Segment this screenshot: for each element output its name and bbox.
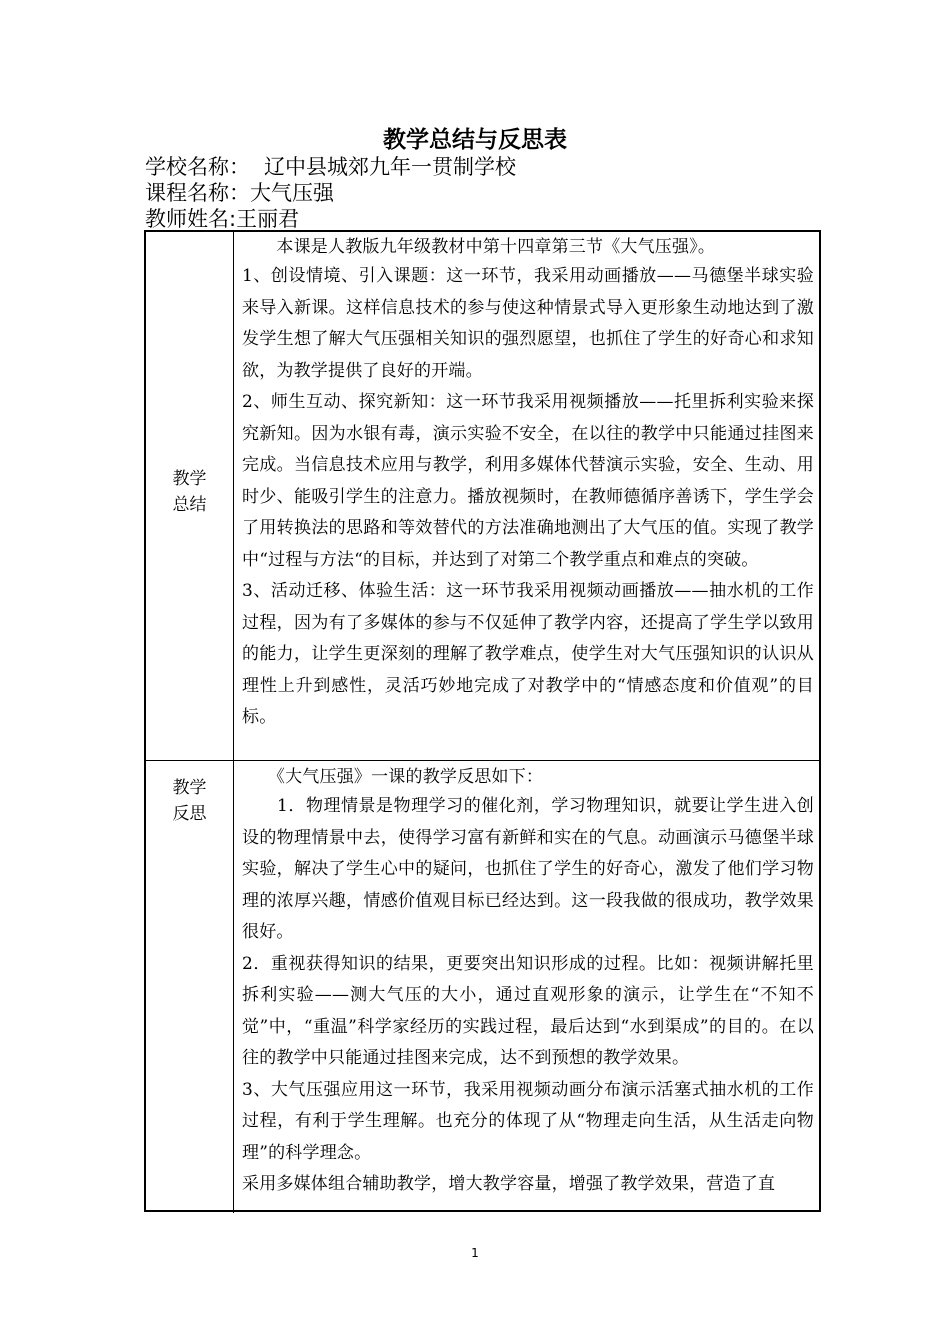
page-number: 1: [471, 1246, 479, 1260]
summary-paragraph: 3、活动迁移、体验生活：这一环节我采用视频动画播放——抽水机的工作过程，因为有了多媒体的参与不仅延伸了教学内容，还提高了学生学以致用的能力，让学生更深刻的理解了教学难点，使学生对大气压强知识的认识从理性上升到感性，灵活巧妙地完成了对教学中的“情感态度和价值观”的目标。: [242, 581, 814, 727]
reflection-label: [146, 775, 233, 827]
summary-label-cell: [146, 232, 234, 760]
reflection-paragraph: 采用多媒体组合辅助教学，增大教学容量，增强了教学效果，营造了直: [242, 1174, 776, 1194]
school-name-line: [145, 154, 516, 180]
reflection-row: [146, 760, 819, 1213]
reflection-label-cell: [146, 761, 234, 1213]
reflection-label-line1: 教学: [172, 778, 207, 798]
course-name-value: 大气压强: [250, 181, 334, 205]
summary-label: [146, 466, 233, 518]
summary-row: [146, 232, 819, 760]
reflection-content-cell: [242, 763, 814, 1211]
summary-reflection-table: [144, 230, 821, 1212]
teacher-name-value: 王丽君: [236, 207, 300, 231]
reflection-paragraph: 《大气压强》一课的教学反思如下：: [242, 767, 544, 787]
teacher-name-line: [145, 206, 299, 232]
course-name-label: 课程名称：: [145, 181, 250, 205]
reflection-paragraph: 3、大气压强应用这一环节，我采用视频动画分布演示活塞式抽水机的工作过程，有利于学生理解。也充分的体现了从“物理走向生活，从生活走向物理”的科学理念。: [242, 1079, 814, 1163]
teacher-name-label: 教师姓名:: [145, 207, 237, 231]
reflection-paragraph: 2．重视获得知识的结果，更要突出知识形成的过程。比如：视频讲解托里拆利实验——测大气压的大小，通过直观形象的演示，让学生在“不知不觉”中，“重温”科学家经历的实践过程，最后达到“水到渠成”的目的。在以往的教学中只能通过挂图来完成，达不到预想的教学效果。: [242, 953, 814, 1068]
reflection-paragraph: 1．物理情景是物理学习的催化剂，学习物理知识，就要让学生进入创设的物理情景中去，使得学习富有新鲜和实在的气息。动画演示马德堡半球实验，解决了学生心中的疑问，也抓住了学生的好奇心，激发了他们学习物理的浓厚兴趣，情感价值观目标已经达到。这一段我做的很成功，教学效果很好。: [242, 796, 814, 942]
document-title: 教学总结与反思表: [383, 127, 567, 153]
school-name-value: 辽中县城郊九年一贯制学校: [264, 155, 516, 179]
course-name-line: [145, 180, 334, 206]
summary-label-line2: 总结: [172, 495, 207, 515]
school-name-label: 学校名称：: [145, 155, 250, 179]
summary-paragraph: 1、创设情境、引入课题：这一环节，我采用动画播放——马德堡半球实验来导入新课。这样信息技术的参与使这种情景式导入更形象生动地达到了激发学生想了解大气压强相关知识的强烈愿望，也抓住了学生的好奇心和求知欲，为教学提供了良好的开端。: [242, 266, 814, 381]
summary-label-line1: 教学: [172, 469, 207, 489]
reflection-label-line2: 反思: [172, 804, 207, 824]
summary-paragraph: 2、师生互动、探究新知：这一环节我采用视频播放——托里拆利实验来探究新知。因为水银有毒，演示实验不安全，在以往的教学中只能通过挂图来完成。当信息技术应用与教学，利用多媒体代替演示实验，安全、生动、用时少、能吸引学生的注意力。播放视频时，在教师德循序善诱下，学生学会了用转换法的思路和等效替代的方法准确地测出了大气压的值。实现了教学中“过程与方法“的目标，并达到了对第二个教学重点和难点的突破。: [242, 392, 814, 570]
summary-content-cell: [242, 233, 814, 734]
summary-paragraph: 本课是人教版九年级教材中第十四章第三节《大气压强》。: [242, 237, 716, 257]
